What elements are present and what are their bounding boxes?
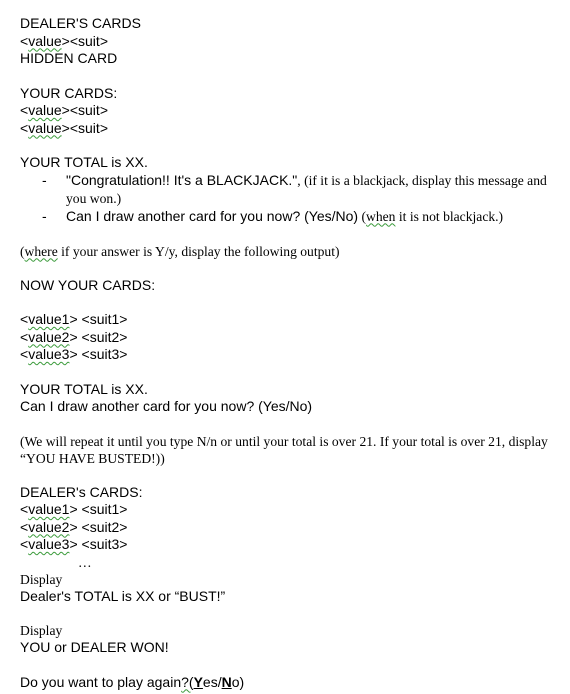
your-total-line: YOUR TOTAL is XX. [20,154,148,170]
suit1-placeholder: suit1 [89,311,120,327]
draw-prompt: Can I draw another card for you now? (Yes/No) [66,207,359,224]
no-initial: N [221,673,232,690]
repeat-note: (We will repeat it until you type N/n or until your total is over 21. If your total is over 21, display “YOU HAVE BUSTED!)) [20,433,548,466]
play-again-punct: ?( [181,673,194,690]
suit3-placeholder: suit3 [89,346,120,362]
suit-placeholder: suit [78,102,100,118]
document-page [20,15,565,691]
value2-placeholder: value2 [28,518,70,535]
your-total-line: YOUR TOTAL is XX. [20,380,148,397]
where-word: where [24,243,58,259]
now-your-cards-header: NOW YOUR CARDS: [20,276,156,293]
card-placeholder-line: <value><suit> [20,102,108,118]
blackjack-note: , (if it is a blackjack, display this message and you won.) [66,172,547,206]
suit-placeholder: suit [78,32,100,49]
dealer-cards-header: DEALER's CARDS: [20,483,143,500]
suit2-placeholder: suit2 [89,518,120,535]
yes-initial: Y [193,673,203,690]
bullet-draw: - Can I draw another card for you now? (Yes/No) (when it is not blackjack.) [42,207,504,224]
winner-line: YOU or DEALER WON! [20,639,169,655]
value1-placeholder: value1 [28,501,70,517]
value1-placeholder: value1 [28,311,70,327]
blackjack-message: "Congratulation!! It's a BLACKJACK." [66,171,298,188]
dealer-total-line: Dealer's TOTAL is XX or “BUST!” [20,587,226,604]
where-note: (where if your answer is Y/y, display the following output) [20,243,340,259]
suit2-placeholder: suit2 [89,328,120,345]
display-label: Display [20,623,63,638]
value-placeholder: value [28,119,62,136]
value-placeholder: value [28,32,62,49]
yes-rest: es/ [202,673,222,690]
card-placeholder-line: <value2> <suit2> [20,518,128,535]
where-rest: if your answer is Y/y, display the following output) [57,243,340,259]
play-again-line [20,674,565,692]
card-placeholder-line: <value><suit> [20,119,108,136]
your-cards-header: YOUR CARDS: [20,84,118,101]
card-placeholder-line: <value1> <suit1> [20,311,128,327]
hidden-card-line: HIDDEN CARD [20,50,118,66]
suit3-placeholder: suit3 [89,536,120,552]
value3-placeholder: value3 [28,536,70,552]
display-label: Display [20,571,63,587]
card-placeholder-line: <value2> <suit2> [20,328,128,345]
value3-placeholder: value3 [28,346,70,362]
card-placeholder-line: <value1> <suit1> [20,501,128,517]
ellipsis: … [78,554,92,570]
bullet-blackjack: - "Congratulation!! It's a BLACKJACK.", (if it is a blackjack, display this message and you won.) [42,171,547,206]
card-placeholder-line: <value><suit> [20,32,108,49]
when-word: when [366,208,396,224]
play-again-text: Do you want to play again [20,673,182,690]
dealer-cards-header: DEALER'S CARDS [20,15,141,31]
when-note: it is not blackjack.) [395,208,504,224]
draw-again-line: Can I draw another card for you now? (Yes/No) [20,398,313,414]
value-placeholder: value [28,102,62,118]
suit-placeholder: suit [78,119,100,136]
no-rest: o) [231,673,245,690]
value2-placeholder: value2 [28,328,70,345]
card-placeholder-line: <value3> <suit3> [20,346,128,362]
card-placeholder-line: <value3> <suit3> [20,536,128,552]
suit1-placeholder: suit1 [89,501,120,517]
